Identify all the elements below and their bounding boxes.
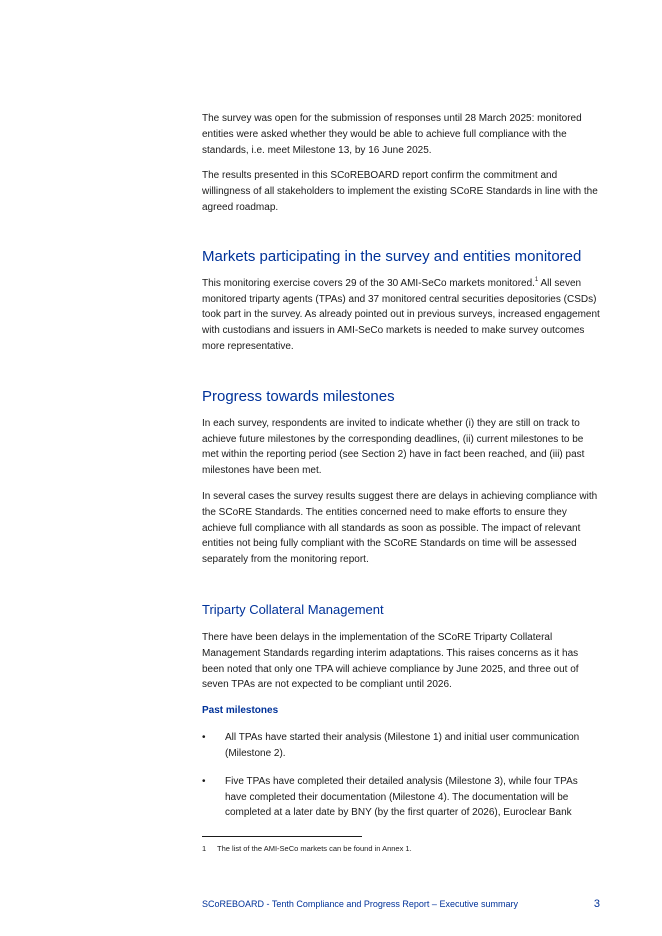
markets-paragraph-text: This monitoring exercise covers 29 of the 30 AMI-SeCo markets monitored. xyxy=(202,277,535,289)
intro-paragraph-2: The results presented in this SCoREBOARD report confirm the commitment and willingness of all stakeholders to implement the existing SCoRE Standards in line with the agreed roadmap. xyxy=(202,170,598,213)
bullet-icon: • xyxy=(202,732,206,744)
markets-paragraph xyxy=(202,276,600,355)
list-item xyxy=(202,730,600,762)
footnote-divider xyxy=(202,836,362,837)
markets-heading: Markets participating in the survey and entities monitored xyxy=(202,247,582,265)
progress-heading: Progress towards milestones xyxy=(202,387,395,405)
past-milestones-heading: Past milestones xyxy=(202,705,279,717)
page-number: 3 xyxy=(593,898,600,910)
progress-paragraph-1: In each survey, respondents are invited to indicate whether (i) they are still on track to achieve future milestones by the corresponding deadlines, (ii) current milestones to be met within the reporting period (see Section 2) have in fact been reached, and (iii) past milestones have been met. xyxy=(202,417,585,477)
page-body xyxy=(202,111,600,821)
markets-paragraph-text-cont: All seven monitored triparty agents (TPAs) and 37 monitored central securities depositories (CSDs) took part in the survey. As already pointed out in previous surveys, increased engagement with custodians and issuers in AMI-SeCo markets is needed to make survey outcomes more representative. xyxy=(202,277,600,352)
progress-paragraph-2: In several cases the survey results suggest there are delays in achieving compliance with the SCoRE Standards. The entities concerned need to make efforts to ensure they achieve full compliance with all standards as soon as possible. The impact of relevant entities not being fully compliant with the SCoRE Standards on time will be assessed separately from the monitoring report. xyxy=(202,490,598,566)
footnote-number: 1 xyxy=(202,844,207,853)
footnote xyxy=(202,843,600,854)
past-milestones-list xyxy=(202,730,600,821)
intro-paragraph-1: The survey was open for the submission of responses until 28 March 2025: monitored entities were asked whether they would be able to achieve full compliance with the standards, i.e. meet Milestone 13, by 16 June 2025. xyxy=(202,113,582,156)
footnote-text: The list of the AMI-SeCo markets can be found in Annex 1. xyxy=(217,844,412,853)
page-footer xyxy=(202,899,600,909)
triparty-paragraph: There have been delays in the implementation of the SCoRE Triparty Collateral Management Standards regarding interim adaptations. This raises concerns as it has been noted that only one TPA will achieve compliance by June 2025, and three out of seven TPAs are not expected to be compliant until 2026. xyxy=(202,631,579,691)
footnote-reference[interactable]: 1 xyxy=(534,276,539,283)
footer-title: SCoREBOARD - Tenth Compliance and Progress Report – Executive summary xyxy=(202,899,518,909)
list-item-text: Five TPAs have completed their detailed analysis (Milestone 3), while four TPAs have completed their documentation (Milestone 4). The documentation will be completed at a later date by BNY (by the first quarter of 2026), Euroclear Bank xyxy=(225,775,578,819)
triparty-heading: Triparty Collateral Management xyxy=(202,601,384,617)
list-item-text: All TPAs have started their analysis (Milestone 1) and initial user communication (Milestone 2). xyxy=(225,732,580,759)
bullet-icon: • xyxy=(202,775,206,787)
list-item xyxy=(202,774,600,821)
